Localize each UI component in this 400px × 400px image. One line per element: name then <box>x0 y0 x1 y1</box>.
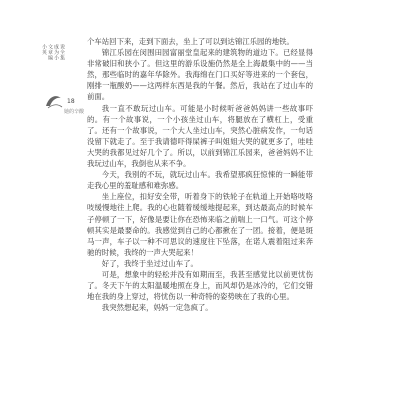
paragraph: 坐上座位，扣好安全带，听着身下的铁轮子在轨道上开始咯吱咯吱缓慢地往上爬。我的心也随着缓缓地提起来，到达最高点的时候车子停顿了一下，好像是要让你在恐怖来临之前喘上一口气。可这个停顿其实是最要命的。我感觉到自己的心都揪在了一团。接着，便是斑马一声，车子以一种不可思议的速度往下坠落，在诺人震着阻过来奔驰的时候，我终的一声大哭起来！ <box>87 192 313 257</box>
header-column-1: 小英 <box>41 44 47 55</box>
header-column-4: 说全集 <box>59 44 65 61</box>
running-header <box>41 40 85 120</box>
header-subtitle: 她的辛酸 <box>64 109 85 115</box>
paragraph: 可是，想象中的轻松并没有如期而至，我甚至感觉比以前更忧伤了。冬天下午的太阳温暖地照在身上，而风却仍是冰冷的，它们交错地在我的身上穿过，将忧伤以一种奇特的姿势映在了我的心里。 <box>87 269 313 302</box>
header-column-3: 成为小 <box>53 44 59 61</box>
page-number: 18 <box>67 98 75 105</box>
paragraph: 我一直不敢玩过山车。可能是小时候听爸爸妈妈讲一些故事吓的。有一个故事说，一个小孩坐过山车，将腿放在了横杠上，受重了。还有一个故事说，一个大人坐过山车，突然心脏病发作，一句话没留下就走了。至于我请德吓得屎裤子叫姐姐大哭的就更多了，哇哇大哭的我都见过好几个了。所以，以前到锦江乐园来，爸爸妈妈不让我玩过山车，我倒也从来不争。 <box>87 103 313 169</box>
flourish-ornament-icon <box>44 92 64 110</box>
header-column-2: 文章编 <box>47 44 53 61</box>
paragraph: 个车站回下来，走到下面去，坐上了可以到达锦江乐园的地铁。 <box>87 37 294 46</box>
paragraph: 我突然想起来，妈妈一定急疯了。 <box>101 303 213 313</box>
paragraph: 好了，我终于坐过过山车了。 <box>101 258 198 268</box>
body-text <box>87 36 313 313</box>
paragraph: 今天，我别的不玩，就玩过山车。我希望那疯狂惊悚的一瞬能带走我心里的羞耻感和难弥感。 <box>87 170 313 191</box>
paragraph: 锦江乐园在闵围田园富丽堂皇起来的建筑物的道边下。已经显得非常破旧和狭小了。但这里的游乐设施仍然是全上海最集中的——当然，那些临时的嘉年华除外。我海绵在门口买好等进来的一个套包，刚排一瓶酸奶——这两样东西是我的午餐。然后，我站在了过山车的前面。 <box>87 48 313 102</box>
